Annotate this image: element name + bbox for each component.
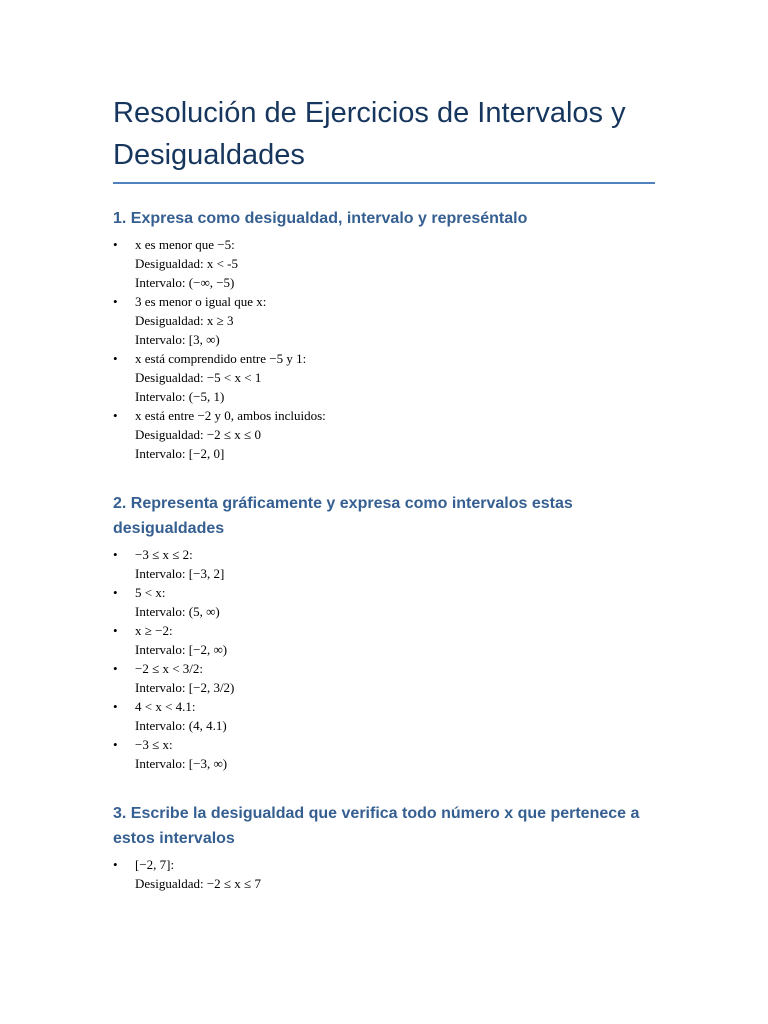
list-item — [113, 697, 655, 735]
list-item — [113, 406, 655, 463]
item-statement: −3 ≤ x ≤ 2: — [135, 547, 193, 562]
item-inequality: Desigualdad: −2 ≤ x ≤ 7 — [135, 876, 261, 891]
list-item — [113, 235, 655, 292]
item-interval: Intervalo: [−3, 2] — [135, 566, 225, 581]
bullet-icon: • — [113, 699, 118, 714]
bullet-icon: • — [113, 623, 118, 638]
list-item — [113, 621, 655, 659]
item-interval: Intervalo: [3, ∞) — [135, 332, 220, 347]
document-page — [113, 92, 655, 893]
item-interval: Intervalo: (−5, 1) — [135, 389, 225, 404]
list-item — [113, 583, 655, 621]
item-inequality: Desigualdad: −2 ≤ x ≤ 0 — [135, 427, 261, 442]
document-title: Resolución de Ejercicios de Intervalos y Desigualdades — [113, 92, 655, 184]
list-item — [113, 659, 655, 697]
bullet-icon: • — [113, 237, 118, 252]
list-item — [113, 349, 655, 406]
bullet-icon: • — [113, 737, 118, 752]
item-statement: x es menor que −5: — [135, 237, 235, 252]
item-interval: Intervalo: [−2, 3/2) — [135, 680, 235, 695]
item-interval: Intervalo: (−∞, −5) — [135, 275, 235, 290]
item-statement: 5 < x: — [135, 585, 166, 600]
item-statement: 3 es menor o igual que x: — [135, 294, 267, 309]
section-heading: 3. Escribe la desigualdad que verifica todo número x que pertenece a estos intervalos — [113, 805, 640, 847]
bullet-icon: • — [113, 547, 118, 562]
list-item — [113, 855, 655, 893]
bullet-icon: • — [113, 294, 118, 309]
item-interval: Intervalo: (5, ∞) — [135, 604, 220, 619]
section-1 — [113, 206, 655, 463]
item-statement: −2 ≤ x < 3/2: — [135, 661, 204, 676]
list-item — [113, 735, 655, 773]
item-interval: Intervalo: [−3, ∞) — [135, 756, 228, 771]
item-inequality: Desigualdad: x ≥ 3 — [135, 313, 234, 328]
bullet-icon: • — [113, 857, 118, 872]
item-interval: Intervalo: [−2, ∞) — [135, 642, 228, 657]
item-statement: −3 ≤ x: — [135, 737, 173, 752]
list-item — [113, 292, 655, 349]
exercise-list — [113, 855, 655, 893]
item-statement: x está comprendido entre −5 y 1: — [135, 351, 307, 366]
section-3 — [113, 801, 655, 893]
bullet-icon: • — [113, 408, 118, 423]
bullet-icon: • — [113, 661, 118, 676]
section-heading: 2. Representa gráficamente y expresa como intervalos estas desigualdades — [113, 495, 573, 537]
item-interval: Intervalo: [−2, 0] — [135, 446, 225, 461]
bullet-icon: • — [113, 585, 118, 600]
section-2 — [113, 491, 655, 773]
exercise-list — [113, 235, 655, 463]
item-interval: Intervalo: (4, 4.1) — [135, 718, 227, 733]
section-heading: 1. Expresa como desigualdad, intervalo y represéntalo — [113, 210, 528, 227]
item-statement: [−2, 7]: — [135, 857, 175, 872]
item-inequality: Desigualdad: −5 < x < 1 — [135, 370, 262, 385]
item-statement: x está entre −2 y 0, ambos incluidos: — [135, 408, 326, 423]
item-inequality: Desigualdad: x < -5 — [135, 256, 239, 271]
bullet-icon: • — [113, 351, 118, 366]
item-statement: 4 < x < 4.1: — [135, 699, 196, 714]
item-statement: x ≥ −2: — [135, 623, 173, 638]
exercise-list — [113, 545, 655, 773]
list-item — [113, 545, 655, 583]
